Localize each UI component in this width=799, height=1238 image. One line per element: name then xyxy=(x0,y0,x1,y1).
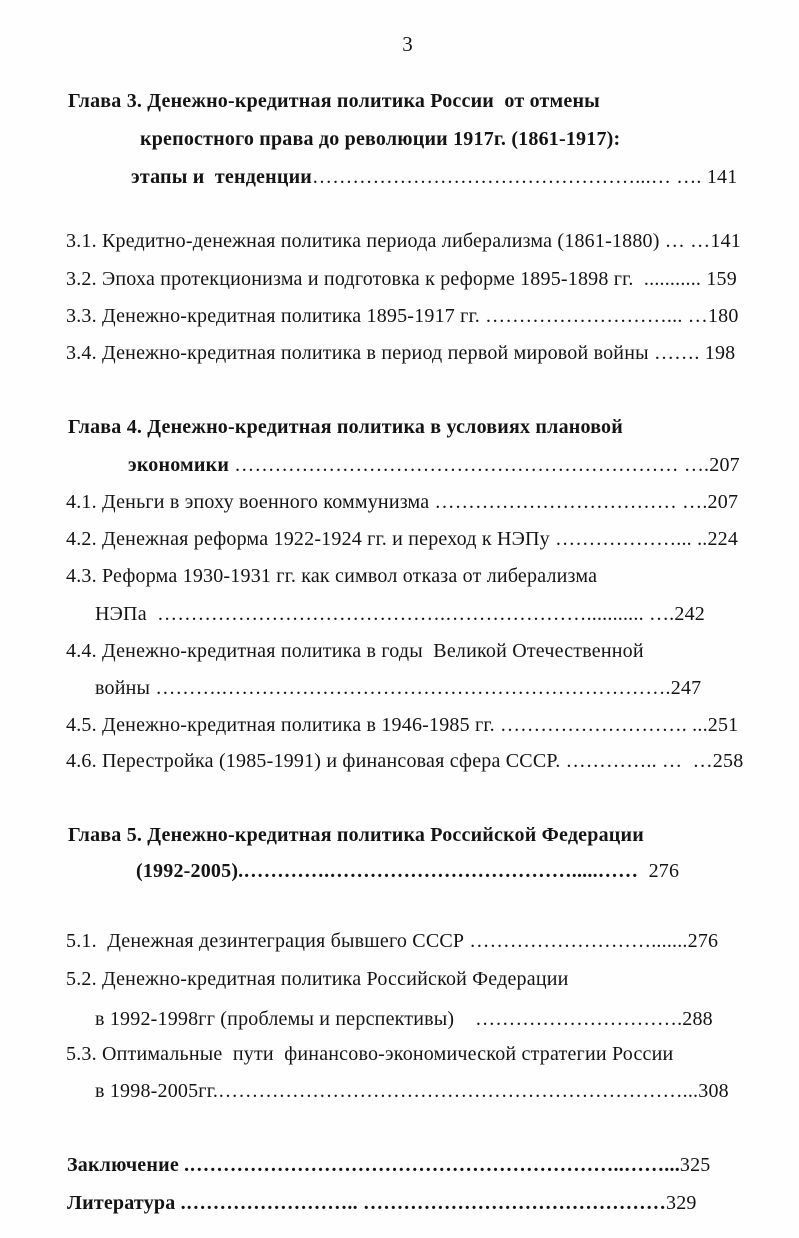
toc-entry-conclusion xyxy=(67,1152,711,1178)
toc-line-bold-text: этапы и тенденции xyxy=(131,166,313,188)
toc-line-bold-text: Литература .…………………….. ……………………………………… xyxy=(67,1192,667,1214)
toc-line-text: 5.2. Денежно-кредитная политика Российской Федерации xyxy=(66,968,569,990)
toc-chapter5-heading-cont-line xyxy=(136,858,679,884)
toc-chapter4-heading-cont-line xyxy=(128,452,740,478)
toc-entry-4-4-cont xyxy=(95,675,701,701)
toc-line-text: ………………………………………………………… ….207 xyxy=(234,454,740,476)
toc-line-bold-text: Глава 3. Денежно-кредитная политика России от отмены xyxy=(68,90,600,112)
toc-line-text: 3.1. Кредитно-денежная политика периода либерализма (1861-1880) … …141 xyxy=(66,230,741,252)
toc-line-text: в 1992-1998гг (проблемы и перспективы) ………………………….288 xyxy=(95,1008,713,1030)
toc-entry-4-3-cont xyxy=(95,601,705,627)
toc-entry-4-5 xyxy=(66,712,738,738)
toc-line-bold-text: Заключение .………………………………………………………..……... xyxy=(67,1154,680,1176)
toc-line-text: 4.4. Денежно-кредитная политика в годы Великой Отечественной xyxy=(66,640,644,662)
toc-entry-5-3-cont xyxy=(95,1078,729,1104)
toc-entry-5-3 xyxy=(66,1041,673,1067)
toc-line-text: 276 xyxy=(638,860,680,882)
page-number: 3 xyxy=(402,32,413,56)
toc-chapter4-heading-line xyxy=(68,414,623,440)
toc-chapter3-heading-cont-line xyxy=(131,164,737,190)
toc-line-bold-text: Глава 4. Денежно-кредитная политика в условиях плановой xyxy=(68,416,623,438)
toc-line-bold-text: Глава 5. Денежно-кредитная политика Российской Федерации xyxy=(68,824,644,846)
toc-entry-literature xyxy=(67,1190,697,1216)
toc-line-text: 5.1. Денежная дезинтеграция бывшего СССР ……………………….......276 xyxy=(66,930,719,952)
toc-entry-5-2 xyxy=(66,966,569,992)
toc-line-text: 3.3. Денежно-кредитная политика 1895-1917 гг. ………………………... …180 xyxy=(66,305,739,327)
toc-chapter3-heading-line xyxy=(68,88,600,114)
toc-line-text: 325 xyxy=(679,1154,711,1176)
toc-line-text: 4.6. Перестройка (1985-1991) и финансовая сфера СССР. ………….. … …258 xyxy=(66,750,744,772)
toc-entry-4-1 xyxy=(66,489,738,515)
toc-entry-4-4 xyxy=(66,638,644,664)
toc-entry-4-2 xyxy=(66,526,738,552)
toc-entry-5-1 xyxy=(66,928,718,954)
toc-entry-3-4 xyxy=(66,340,735,366)
toc-line-bold-text: крепостного права до революции 1917г. (1861-1917): xyxy=(140,128,621,150)
toc-line-text: 329 xyxy=(666,1192,697,1214)
toc-line-text: 4.3. Реформа 1930-1931 гг. как символ отказа от либерализма xyxy=(66,565,598,587)
toc-entry-4-6 xyxy=(66,748,743,774)
toc-line-text: …………………………………………...… …. 141 xyxy=(312,166,738,188)
toc-line-bold-text: (1992-2005).………….……………………………….....…… xyxy=(136,860,639,882)
toc-entry-4-3 xyxy=(66,563,597,589)
toc-line-text: 5.3. Оптимальные пути финансово-экономической стратегии России xyxy=(66,1043,674,1065)
toc-chapter3-heading-cont-line xyxy=(140,126,620,152)
toc-line-text: 4.1. Деньги в эпоху военного коммунизма ……………………………… ….207 xyxy=(66,491,739,513)
toc-line-text: войны ……….………………………………………………………….247 xyxy=(95,677,702,699)
toc-entry-3-1 xyxy=(66,228,741,254)
toc-entry-5-2-cont xyxy=(95,1006,713,1032)
toc-line-text: в 1998-2005гг.……………………………………………………………...308 xyxy=(95,1080,729,1102)
toc-entry-3-2 xyxy=(66,266,737,292)
toc-entry-3-3 xyxy=(66,303,739,329)
toc-line-text: 3.2. Эпоха протекционизма и подготовка к реформе 1895-1898 гг. ........... 159 xyxy=(66,268,737,290)
toc-line-text: НЭПа …………………………………….…………………........... ….242 xyxy=(95,603,705,625)
toc-line-text: 4.2. Денежная реформа 1922-1924 гг. и переход к НЭПу ………………... ..224 xyxy=(66,528,739,550)
toc-line-text: 4.5. Денежно-кредитная политика в 1946-1985 гг. ………………………. ...251 xyxy=(66,714,739,736)
toc-line-text: 3.4. Денежно-кредитная политика в период первой мировой войны ……. 198 xyxy=(66,342,736,364)
toc-line-bold-text: экономики xyxy=(128,454,235,476)
toc-chapter5-heading-line xyxy=(68,822,644,848)
